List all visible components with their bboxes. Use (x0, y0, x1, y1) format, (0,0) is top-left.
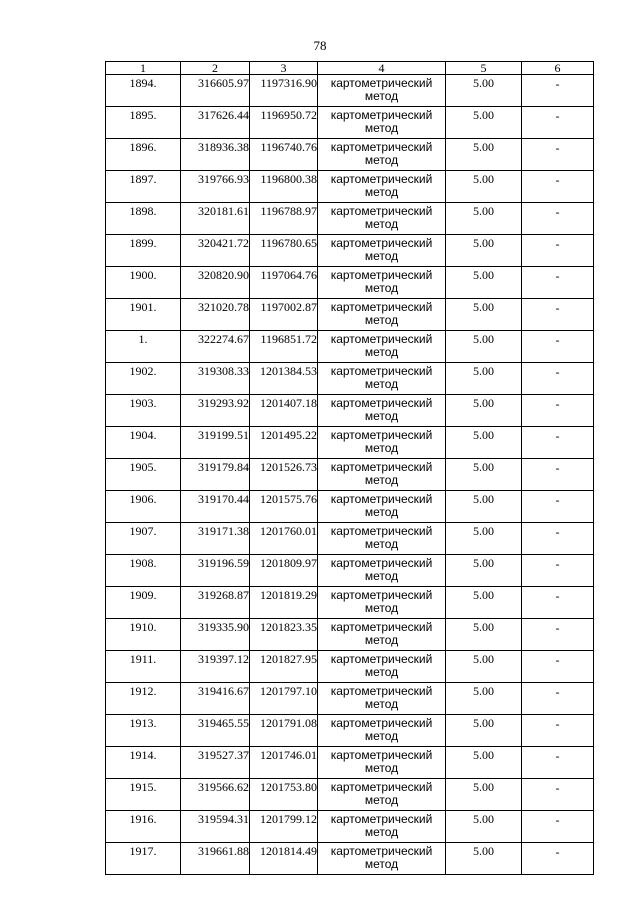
x-coordinate-cell: 319293.92 (181, 395, 250, 427)
accuracy-cell: 5.00 (446, 299, 522, 331)
point-number-cell: 1898. (106, 203, 181, 235)
point-number-cell: 1894. (106, 75, 181, 107)
table-row (106, 715, 594, 747)
table-row (106, 811, 594, 843)
accuracy-cell: 5.00 (446, 459, 522, 491)
note-cell (522, 683, 594, 715)
note-value: - (555, 173, 560, 187)
y-coordinate-cell: 1201760.01 (250, 523, 318, 555)
table-row (106, 331, 594, 363)
point-number-cell: 1908. (106, 555, 181, 587)
point-number-cell: 1915. (106, 779, 181, 811)
point-number-cell: 1897. (106, 171, 181, 203)
table-row (106, 171, 594, 203)
note-cell (522, 843, 594, 875)
note-value: - (555, 109, 560, 123)
x-coordinate-cell: 319527.37 (181, 747, 250, 779)
table-row (106, 619, 594, 651)
method-cell: картометрический метод (318, 779, 446, 811)
accuracy-cell: 5.00 (446, 427, 522, 459)
note-cell (522, 587, 594, 619)
accuracy-cell: 5.00 (446, 267, 522, 299)
page-number: 78 (313, 38, 327, 53)
table-row (106, 139, 594, 171)
table-row (106, 395, 594, 427)
method-cell: картометрический метод (318, 299, 446, 331)
column-header: 4 (318, 62, 446, 75)
method-cell: картометрический метод (318, 203, 446, 235)
point-number-cell: 1903. (106, 395, 181, 427)
x-coordinate-cell: 319196.59 (181, 555, 250, 587)
y-coordinate-cell: 1201814.49 (250, 843, 318, 875)
note-value: - (555, 749, 560, 763)
note-cell (522, 555, 594, 587)
note-value: - (555, 205, 560, 219)
method-cell: картометрический метод (318, 715, 446, 747)
accuracy-cell: 5.00 (446, 139, 522, 171)
note-value: - (555, 589, 560, 603)
y-coordinate-cell: 1201799.12 (250, 811, 318, 843)
table-body (106, 75, 594, 875)
note-value: - (555, 237, 560, 251)
x-coordinate-cell: 319661.88 (181, 843, 250, 875)
y-coordinate-cell: 1201791.08 (250, 715, 318, 747)
coordinates-table (105, 61, 594, 875)
note-value: - (555, 333, 560, 347)
method-cell: картометрический метод (318, 139, 446, 171)
method-cell: картометрический метод (318, 331, 446, 363)
note-value: - (555, 269, 560, 283)
point-number-cell: 1901. (106, 299, 181, 331)
accuracy-cell: 5.00 (446, 555, 522, 587)
note-value: - (555, 781, 560, 795)
method-cell: картометрический метод (318, 395, 446, 427)
column-header: 2 (181, 62, 250, 75)
accuracy-cell: 5.00 (446, 491, 522, 523)
x-coordinate-cell: 319594.31 (181, 811, 250, 843)
table-row (106, 267, 594, 299)
x-coordinate-cell: 318936.38 (181, 139, 250, 171)
note-value: - (555, 717, 560, 731)
point-number-cell: 1910. (106, 619, 181, 651)
method-cell: картометрический метод (318, 171, 446, 203)
note-cell (522, 779, 594, 811)
note-value: - (555, 525, 560, 539)
note-cell (522, 747, 594, 779)
method-cell: картометрический метод (318, 651, 446, 683)
table-row (106, 587, 594, 619)
accuracy-cell: 5.00 (446, 75, 522, 107)
method-cell: картометрический метод (318, 267, 446, 299)
y-coordinate-cell: 1201809.97 (250, 555, 318, 587)
x-coordinate-cell: 321020.78 (181, 299, 250, 331)
method-cell: картометрический метод (318, 811, 446, 843)
x-coordinate-cell: 322274.67 (181, 331, 250, 363)
point-number-cell: 1904. (106, 427, 181, 459)
table-row (106, 235, 594, 267)
y-coordinate-cell: 1201407.18 (250, 395, 318, 427)
method-cell: картометрический метод (318, 75, 446, 107)
y-coordinate-cell: 1197002.87 (250, 299, 318, 331)
table-row (106, 747, 594, 779)
method-cell: картометрический метод (318, 107, 446, 139)
table-row (106, 491, 594, 523)
note-value: - (555, 429, 560, 443)
point-number-cell: 1912. (106, 683, 181, 715)
point-number-cell: 1896. (106, 139, 181, 171)
accuracy-cell: 5.00 (446, 331, 522, 363)
note-value: - (555, 813, 560, 827)
note-value: - (555, 397, 560, 411)
point-number-cell: 1916. (106, 811, 181, 843)
note-cell (522, 427, 594, 459)
point-number-cell: 1. (106, 331, 181, 363)
x-coordinate-cell: 319199.51 (181, 427, 250, 459)
accuracy-cell: 5.00 (446, 747, 522, 779)
x-coordinate-cell: 319179.84 (181, 459, 250, 491)
y-coordinate-cell: 1196788.97 (250, 203, 318, 235)
accuracy-cell: 5.00 (446, 811, 522, 843)
point-number-cell: 1913. (106, 715, 181, 747)
x-coordinate-cell: 319766.93 (181, 171, 250, 203)
note-value: - (555, 621, 560, 635)
y-coordinate-cell: 1201495.22 (250, 427, 318, 459)
accuracy-cell: 5.00 (446, 171, 522, 203)
point-number-cell: 1906. (106, 491, 181, 523)
note-cell (522, 331, 594, 363)
note-value: - (555, 365, 560, 379)
method-cell: картометрический метод (318, 459, 446, 491)
point-number-cell: 1907. (106, 523, 181, 555)
point-number-cell: 1900. (106, 267, 181, 299)
method-cell: картометрический метод (318, 523, 446, 555)
method-cell: картометрический метод (318, 235, 446, 267)
y-coordinate-cell: 1196950.72 (250, 107, 318, 139)
accuracy-cell: 5.00 (446, 523, 522, 555)
method-cell: картометрический метод (318, 587, 446, 619)
note-cell (522, 491, 594, 523)
x-coordinate-cell: 320421.72 (181, 235, 250, 267)
note-cell (522, 139, 594, 171)
note-value: - (555, 77, 560, 91)
note-cell (522, 171, 594, 203)
note-cell (522, 715, 594, 747)
note-cell (522, 523, 594, 555)
column-header: 6 (522, 62, 594, 75)
note-value: - (555, 845, 560, 859)
column-header: 5 (446, 62, 522, 75)
y-coordinate-cell: 1196851.72 (250, 331, 318, 363)
note-value: - (555, 301, 560, 315)
y-coordinate-cell: 1197316.90 (250, 75, 318, 107)
y-coordinate-cell: 1201746.01 (250, 747, 318, 779)
method-cell: картометрический метод (318, 555, 446, 587)
column-header: 1 (106, 62, 181, 75)
y-coordinate-cell: 1201526.73 (250, 459, 318, 491)
table-row (106, 459, 594, 491)
table-row (106, 427, 594, 459)
table-row (106, 683, 594, 715)
x-coordinate-cell: 320820.90 (181, 267, 250, 299)
y-coordinate-cell: 1201827.95 (250, 651, 318, 683)
note-value: - (555, 493, 560, 507)
y-coordinate-cell: 1196780.65 (250, 235, 318, 267)
table-row (106, 203, 594, 235)
note-cell (522, 811, 594, 843)
table-row (106, 555, 594, 587)
accuracy-cell: 5.00 (446, 619, 522, 651)
note-cell (522, 363, 594, 395)
x-coordinate-cell: 319335.90 (181, 619, 250, 651)
note-value: - (555, 141, 560, 155)
x-coordinate-cell: 319171.38 (181, 523, 250, 555)
x-coordinate-cell: 319465.55 (181, 715, 250, 747)
accuracy-cell: 5.00 (446, 203, 522, 235)
method-cell: картометрический метод (318, 683, 446, 715)
y-coordinate-cell: 1201753.80 (250, 779, 318, 811)
table-row (106, 779, 594, 811)
table-row (106, 299, 594, 331)
x-coordinate-cell: 317626.44 (181, 107, 250, 139)
y-coordinate-cell: 1201575.76 (250, 491, 318, 523)
note-cell (522, 267, 594, 299)
note-cell (522, 619, 594, 651)
column-header: 3 (250, 62, 318, 75)
y-coordinate-cell: 1197064.76 (250, 267, 318, 299)
note-cell (522, 203, 594, 235)
x-coordinate-cell: 319397.12 (181, 651, 250, 683)
accuracy-cell: 5.00 (446, 651, 522, 683)
point-number-cell: 1909. (106, 587, 181, 619)
note-cell (522, 235, 594, 267)
y-coordinate-cell: 1196740.76 (250, 139, 318, 171)
point-number-cell: 1905. (106, 459, 181, 491)
note-cell (522, 299, 594, 331)
accuracy-cell: 5.00 (446, 779, 522, 811)
note-cell (522, 395, 594, 427)
x-coordinate-cell: 319170.44 (181, 491, 250, 523)
point-number-cell: 1895. (106, 107, 181, 139)
table-header-row (106, 62, 594, 75)
y-coordinate-cell: 1201823.35 (250, 619, 318, 651)
table-row (106, 75, 594, 107)
point-number-cell: 1902. (106, 363, 181, 395)
method-cell: картометрический метод (318, 427, 446, 459)
note-value: - (555, 461, 560, 475)
table-row (106, 523, 594, 555)
x-coordinate-cell: 319416.67 (181, 683, 250, 715)
method-cell: картометрический метод (318, 491, 446, 523)
method-cell: картометрический метод (318, 619, 446, 651)
accuracy-cell: 5.00 (446, 363, 522, 395)
note-value: - (555, 685, 560, 699)
point-number-cell: 1914. (106, 747, 181, 779)
note-cell (522, 107, 594, 139)
x-coordinate-cell: 320181.61 (181, 203, 250, 235)
table-row (106, 651, 594, 683)
accuracy-cell: 5.00 (446, 395, 522, 427)
accuracy-cell: 5.00 (446, 843, 522, 875)
table-row (106, 843, 594, 875)
point-number-cell: 1899. (106, 235, 181, 267)
x-coordinate-cell: 319566.62 (181, 779, 250, 811)
accuracy-cell: 5.00 (446, 683, 522, 715)
point-number-cell: 1911. (106, 651, 181, 683)
note-value: - (555, 557, 560, 571)
accuracy-cell: 5.00 (446, 235, 522, 267)
note-cell (522, 459, 594, 491)
method-cell: картометрический метод (318, 843, 446, 875)
point-number-cell: 1917. (106, 843, 181, 875)
y-coordinate-cell: 1196800.38 (250, 171, 318, 203)
accuracy-cell: 5.00 (446, 715, 522, 747)
y-coordinate-cell: 1201384.53 (250, 363, 318, 395)
x-coordinate-cell: 319308.33 (181, 363, 250, 395)
note-cell (522, 651, 594, 683)
table-row (106, 363, 594, 395)
accuracy-cell: 5.00 (446, 107, 522, 139)
x-coordinate-cell: 319268.87 (181, 587, 250, 619)
note-value: - (555, 653, 560, 667)
x-coordinate-cell: 316605.97 (181, 75, 250, 107)
note-cell (522, 75, 594, 107)
method-cell: картометрический метод (318, 363, 446, 395)
y-coordinate-cell: 1201819.29 (250, 587, 318, 619)
y-coordinate-cell: 1201797.10 (250, 683, 318, 715)
accuracy-cell: 5.00 (446, 587, 522, 619)
table-row (106, 107, 594, 139)
method-cell: картометрический метод (318, 747, 446, 779)
